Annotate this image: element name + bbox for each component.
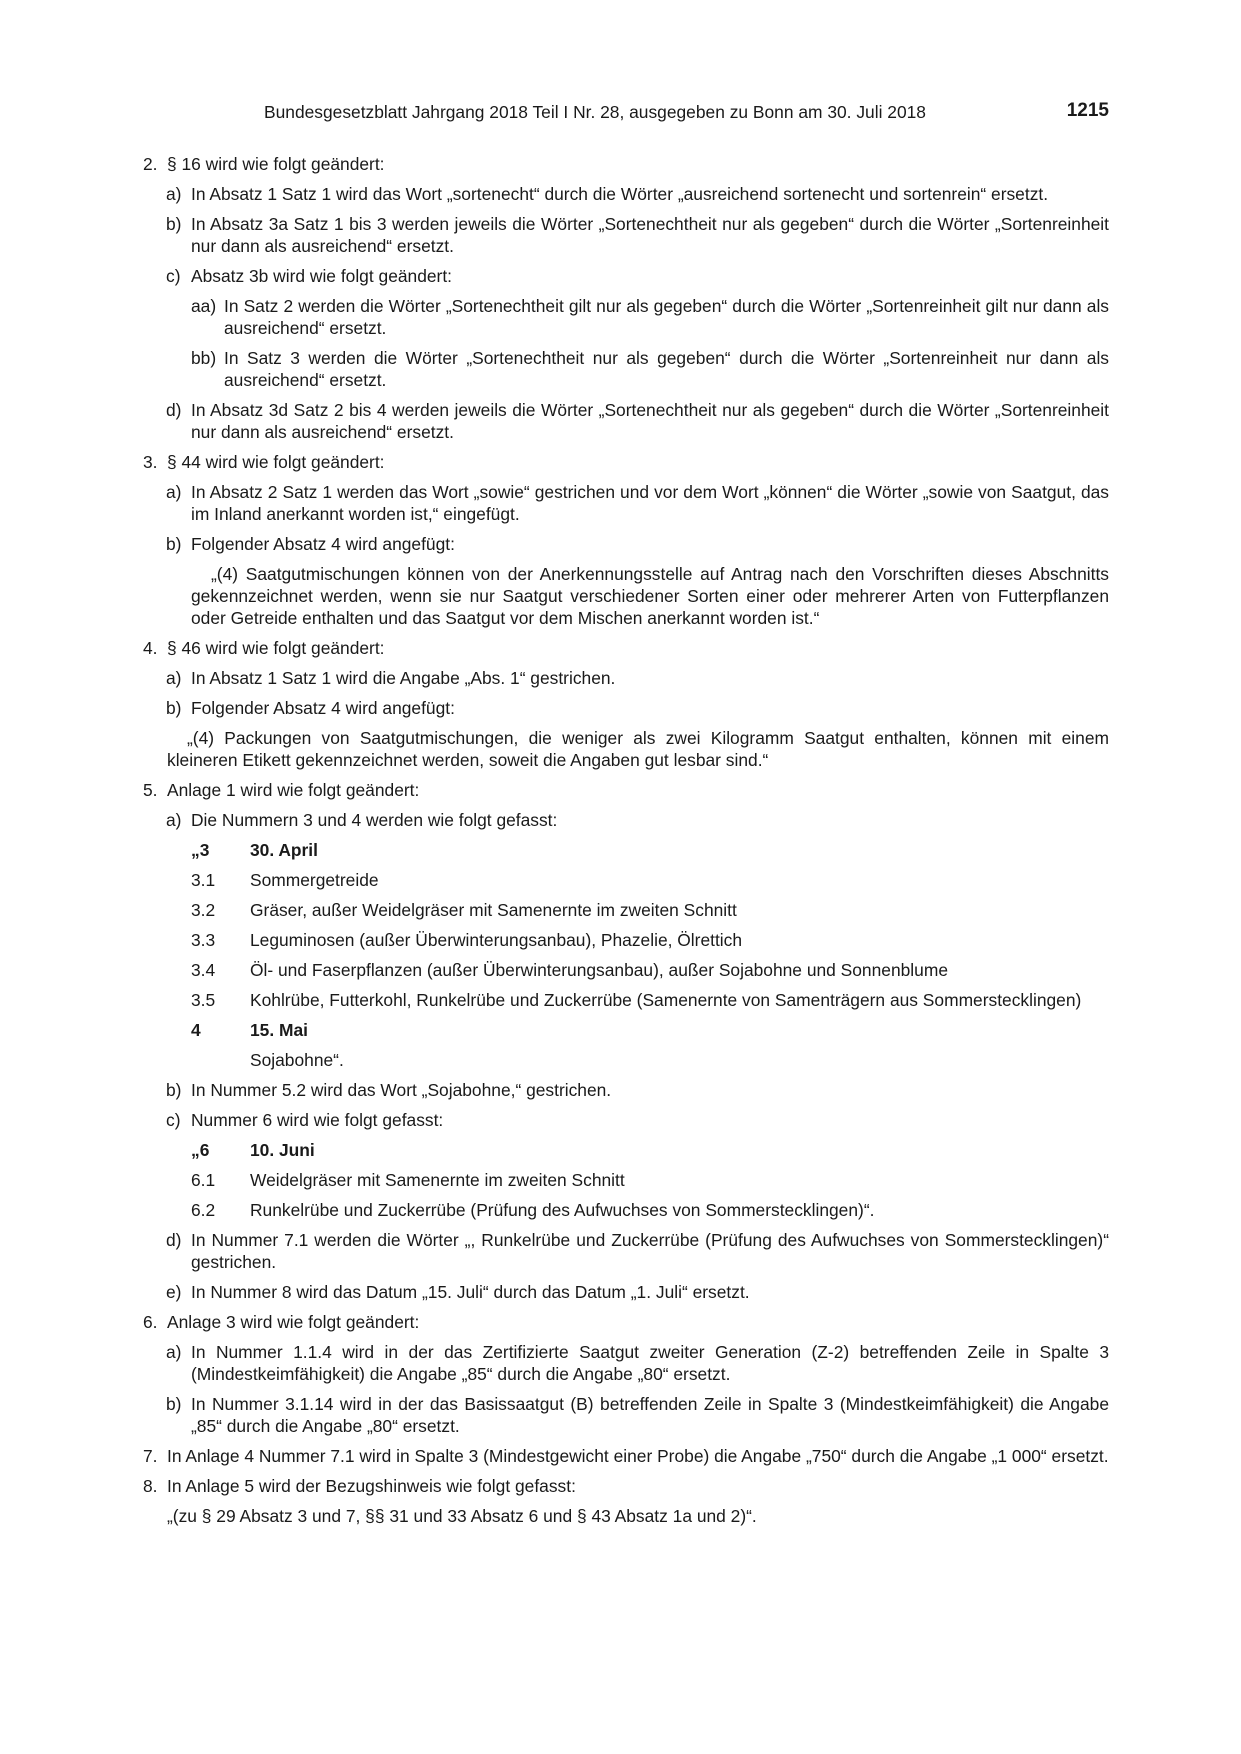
item-5-e [129,1281,1109,1303]
sub-text: Absatz 3b wird wie folgt geändert: [191,266,453,286]
sub-label: b) [166,214,182,234]
item-5-b [129,1079,1109,1101]
item-number: 6. [143,1312,158,1332]
sub-label: c) [166,1110,181,1130]
row-text: Leguminosen (außer Überwinterungsanbau), Phazelie, Ölrettich [250,930,743,950]
item-2-d [129,399,1109,443]
sub-text: In Nummer 1.1.4 wird in der das Zertifizierte Saatgut zweiter Generation (Z-2) betreffenden Zeile in Spalte 3 (Mindestkeimfähigkeit) die Angabe „85“ durch die Angabe „80“ ersetzt. [191,1342,1109,1384]
item-text: § 16 wird wie folgt geändert: [167,154,385,174]
date-table-1 [129,839,1109,1071]
sub-label: d) [166,1230,182,1250]
item-7 [129,1445,1109,1467]
sub-label: e) [166,1282,182,1302]
sub-label: a) [166,482,182,502]
row-text: Weidelgräser mit Samenernte im zweiten Schnitt [250,1170,625,1190]
item-text: Anlage 3 wird wie folgt geändert: [167,1312,420,1332]
row-text: Kohlrübe, Futterkohl, Runkelrübe und Zuckerrübe (Samenernte von Samenträgern aus Sommerstecklingen) [250,990,1082,1010]
item-5-d [129,1229,1109,1273]
subsub-label: aa) [191,296,217,316]
item-2 [129,153,1109,175]
item-text: In Anlage 5 wird der Bezugshinweis wie folgt gefasst: [167,1476,576,1496]
sub-label: b) [166,1394,182,1414]
sub-label: c) [166,266,181,286]
subsub-text: In Satz 3 werden die Wörter „Sortenechtheit nur als gegeben“ durch die Wörter „Sortenreinheit nur dann als ausreichend“ ersetzt. [224,348,1109,390]
sub-label: b) [166,698,182,718]
item-text: § 46 wird wie folgt geändert: [167,638,385,658]
subsub-label: bb) [191,348,217,368]
table-row [129,839,1109,861]
item-6 [129,1311,1109,1333]
row-code: „6 [191,1140,210,1160]
table-row [129,899,1109,921]
item-2-c-bb [129,347,1109,391]
item-number: 3. [143,452,158,472]
item-text: In Anlage 4 Nummer 7.1 wird in Spalte 3 (Mindestgewicht einer Probe) die Angabe „750“ durch die Angabe „1 000“ ersetzt. [167,1446,1109,1466]
item-8 [129,1475,1109,1497]
table-row [129,1169,1109,1191]
table-row [129,1139,1109,1161]
item-number: 2. [143,154,158,174]
item-3-a [129,481,1109,525]
table-row [129,989,1109,1011]
row-code: 6.1 [191,1170,216,1190]
table-row [129,959,1109,981]
item-6-a [129,1341,1109,1385]
sub-label: a) [166,184,182,204]
table-row [129,1019,1109,1041]
page-number: 1215 [1066,100,1109,121]
item-2-c [129,265,1109,287]
table-row [129,1199,1109,1221]
sub-text: In Nummer 8 wird das Datum „15. Juli“ durch das Datum „1. Juli“ ersetzt. [191,1282,750,1302]
item-number: 7. [143,1446,158,1466]
sub-text: Folgender Absatz 4 wird angefügt: [191,698,455,718]
row-text: Sojabohne“. [250,1050,344,1070]
sub-text: In Nummer 7.1 werden die Wörter „, Runkelrübe und Zuckerrübe (Prüfung des Aufwuchses von Sommerstecklingen)“ gestrichen. [191,1230,1109,1272]
document-body [129,153,1109,1527]
sub-text: In Nummer 3.1.14 wird in der das Basissaatgut (B) betreffenden Zeile in Spalte 3 (Mindestkeimfähigkeit) die Angabe „85“ durch die Angabe „80“ ersetzt. [191,1394,1109,1436]
item-5-a [129,809,1109,831]
sub-text: In Nummer 5.2 wird das Wort „Sojabohne,“ gestrichen. [191,1080,612,1100]
header-title: Bundesgesetzblatt Jahrgang 2018 Teil I Nr. 28, ausgegeben zu Bonn am 30. Juli 2018 [264,102,926,122]
row-text: Gräser, außer Weidelgräser mit Samenernte im zweiten Schnitt [250,900,737,920]
item-number: 5. [143,780,158,800]
item-3 [129,451,1109,473]
sub-label: a) [166,668,182,688]
sub-label: a) [166,1342,182,1362]
item-text: Anlage 1 wird wie folgt geändert: [167,780,420,800]
item-6-b [129,1393,1109,1437]
row-text: 10. Juni [250,1140,315,1160]
item-3-quote: „(4) Saatgutmischungen können von der Anerkennungsstelle auf Antrag nach den Vorschriften dieses Abschnitts gekennzeichnet werden, wenn sie nur Saatgut verschiedener Sorten einer oder mehrerer Arten von Futterpflanzen oder Getreide enthalten und das Saatgut vor dem Mischen anerkannt worden ist.“ [191,564,1109,628]
item-2-b [129,213,1109,257]
sub-text: Die Nummern 3 und 4 werden wie folgt gefasst: [191,810,558,830]
row-code: 4 [191,1020,201,1040]
sub-label: b) [166,1080,182,1100]
date-table-2 [129,1139,1109,1221]
item-4 [129,637,1109,659]
row-code: 3.3 [191,930,216,950]
row-text: Öl- und Faserpflanzen (außer Überwinterungsanbau), außer Sojabohne und Sonnenblume [250,960,948,980]
item-4-quote: „(4) Packungen von Saatgutmischungen, die weniger als zwei Kilogramm Saatgut enthalten, können mit einem kleineren Etikett gekennzeichnet werden, soweit die Angaben gut lesbar sind.“ [167,728,1109,770]
table-row [129,1049,1109,1071]
sub-label: b) [166,534,182,554]
item-5 [129,779,1109,801]
item-8-quote: „(zu § 29 Absatz 3 und 7, §§ 31 und 33 Absatz 6 und § 43 Absatz 1a und 2)“. [167,1506,757,1526]
table-row [129,869,1109,891]
row-text: Runkelrübe und Zuckerrübe (Prüfung des Aufwuchses von Sommerstecklingen)“. [250,1200,875,1220]
sub-text: In Absatz 3a Satz 1 bis 3 werden jeweils die Wörter „Sortenechtheit nur als gegeben“ durch die Wörter „Sortenreinheit nur dann als ausreichend“ ersetzt. [191,214,1109,256]
row-text: Sommergetreide [250,870,379,890]
subsub-text: In Satz 2 werden die Wörter „Sortenechtheit gilt nur als gegeben“ durch die Wörter „Sortenreinheit gilt nur dann als ausreichend“ ersetzt. [224,296,1109,338]
item-4-b [129,697,1109,719]
item-4-a [129,667,1109,689]
row-code: 6.2 [191,1200,216,1220]
sub-text: In Absatz 2 Satz 1 werden das Wort „sowie“ gestrichen und vor dem Wort „können“ die Wörter „sowie von Saatgut, das im Inland anerkannt worden ist,“ eingefügt. [191,482,1109,524]
sub-label: a) [166,810,182,830]
sub-text: In Absatz 1 Satz 1 wird die Angabe „Abs. 1“ gestrichen. [191,668,616,688]
sub-label: d) [166,400,182,420]
table-row [129,929,1109,951]
item-text: § 44 wird wie folgt geändert: [167,452,385,472]
item-number: 4. [143,638,158,658]
item-2-c-aa [129,295,1109,339]
row-code: 3.2 [191,900,216,920]
row-code: 3.1 [191,870,216,890]
sub-text: Folgender Absatz 4 wird angefügt: [191,534,455,554]
item-number: 8. [143,1476,158,1496]
sub-text: In Absatz 3d Satz 2 bis 4 werden jeweils die Wörter „Sortenechtheit nur als gegeben“ durch die Wörter „Sortenreinheit nur dann als ausreichend“ ersetzt. [191,400,1109,442]
sub-text: Nummer 6 wird wie folgt gefasst: [191,1110,444,1130]
item-3-b [129,533,1109,555]
item-5-c [129,1109,1109,1131]
row-text: 30. April [250,840,318,860]
row-code: „3 [191,840,210,860]
page-header [264,101,1109,125]
row-text: 15. Mai [250,1020,308,1040]
item-2-a [129,183,1109,205]
row-code: 3.5 [191,990,216,1010]
row-code: 3.4 [191,960,216,980]
sub-text: In Absatz 1 Satz 1 wird das Wort „sortenecht“ durch die Wörter „ausreichend sortenecht und sortenrein“ ersetzt. [191,184,1049,204]
